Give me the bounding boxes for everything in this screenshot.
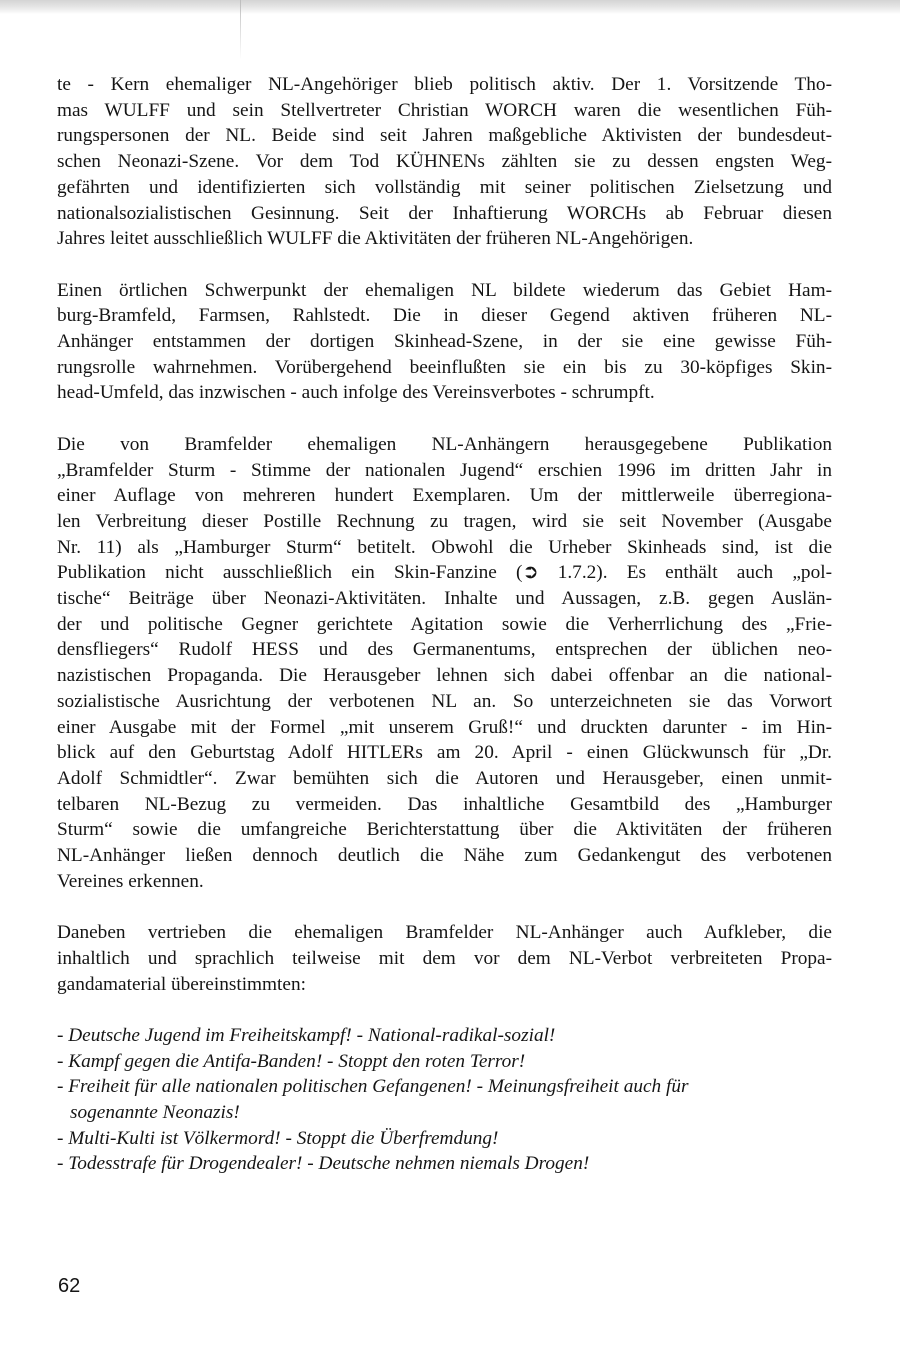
text-line: Daneben vertrieben die ehemaligen Bramfelder NL-Anhänger auch Aufkleber, die (57, 922, 832, 944)
text-line: sozialistische Ausrichtung der verbotenen NL an. So unterzeichneten sie das Vorwort (57, 690, 832, 712)
text-line: schen Neonazi-Szene. Vor dem Tod KÜHNENs zählten sie zu dessen engsten Weg- (57, 151, 832, 173)
text-line: Publikation nicht ausschließlich ein Skin-Fanzine (➲ 1.7.2). Es enthält auch „pol- (57, 562, 832, 584)
slogan-line: - Kampf gegen die Antifa-Banden! - Stoppt den roten Terror! (57, 1050, 526, 1072)
text-line: densfliegers“ Rudolf HESS und des Germanentums, entsprechen der üblichen neo- (57, 639, 832, 661)
slogan-item (57, 1049, 832, 1075)
text-line: einer Auflage von mehreren hundert Exemplaren. Um der mittlerweile überregiona- (57, 485, 832, 507)
text-line: „Bramfelder Sturm - Stimme der nationalen Jugend“ erschien 1996 im dritten Jahr in (57, 459, 832, 481)
text-line: mas WULFF und sein Stellvertreter Christian WORCH waren die wesentlichen Füh- (57, 99, 832, 121)
text-line: Nr. 11) als „Hamburger Sturm“ betitelt. Obwohl die Urheber Skinheads sind, ist die (57, 536, 832, 558)
text-line: einer Ausgabe mit der Formel „mit unserem Gruß!“ und druckten darunter - im Hin- (57, 716, 832, 738)
text-line: inhaltlich und sprachlich teilweise mit dem vor dem NL-Verbot verbreiteten Propa- (57, 947, 832, 969)
slogan-line: - Multi-Kulti ist Völkermord! - Stoppt die Überfremdung! (57, 1127, 499, 1149)
slogan-item (57, 1023, 832, 1049)
slogan-line: - Todesstrafe für Drogendealer! - Deutsche nehmen niemals Drogen! (57, 1153, 590, 1175)
scan-top-shadow (0, 0, 900, 14)
text-line: burg-Bramfeld, Farmsen, Rahlstedt. Die in dieser Gegend aktiven früheren NL- (57, 305, 832, 327)
text-line: NL-Anhänger ließen dennoch deutlich die Nähe zum Gedankengut des verbotenen (57, 845, 832, 867)
paragraph-bramfeld-focus (57, 278, 832, 407)
text-line: gandamaterial übereinstimmten: (57, 973, 306, 995)
text-line: tische“ Beiträge über Neonazi-Aktivitäten. Inhalte und Aussagen, z.B. gegen Auslän- (57, 588, 832, 610)
text-line: len Verbreitung dieser Postille Rechnung zu tragen, wird sie seit November (Ausgabe (57, 510, 832, 532)
text-line: rungsrolle wahrnehmen. Vorübergehend beeinflußten sie ein bis zu 30-köpfiges Skin- (57, 356, 832, 378)
text-line: der und politische Gegner gerichtete Agitation sowie die Verherrlichung des „Frie- (57, 613, 832, 635)
text-line: Adolf Schmidtler“. Zwar bemühten sich die Autoren und Herausgeber, einen unmit- (57, 767, 832, 789)
text-line: gefährten und identifizierten sich vollständig mit seiner politischen Zielsetzung und (57, 176, 832, 198)
text-line: Vereines erkennen. (57, 870, 204, 892)
text-line: te - Kern ehemaliger NL-Angehöriger blieb politisch aktiv. Der 1. Vorsitzende Tho- (57, 74, 832, 95)
text-line: head-Umfeld, das inzwischen - auch infolge des Vereinsverbotes - schrumpft. (57, 382, 655, 404)
scan-fold-line (240, 0, 241, 60)
page-number: 62 (58, 1275, 81, 1297)
document-page (57, 72, 832, 1177)
text-line: rungspersonen der NL. Beide sind seit Jahren maßgebliche Aktivisten der bundesdeut- (57, 125, 832, 147)
slogan-item (57, 1074, 832, 1125)
text-line: blick auf den Geburtstag Adolf HITLERs am 20. April - einen Glückwunsch für „Dr. (57, 742, 832, 764)
text-line: Anhänger entstammen der dortigen Skinhead-Szene, in der sie eine gewisse Füh- (57, 331, 832, 353)
text-line: Jahres leitet ausschließlich WULFF die Aktivitäten der früheren NL-Angehörigen. (57, 228, 694, 250)
slogan-line: - Deutsche Jugend im Freiheitskampf! - National-radikal-sozial! (57, 1024, 556, 1046)
slogan-item (57, 1126, 832, 1152)
text-line: Einen örtlichen Schwerpunkt der ehemaligen NL bildete wiederum das Gebiet Ham- (57, 279, 832, 301)
text-line: nationalsozialistischen Gesinnung. Seit der Inhaftierung WORCHs ab Februar diesen (57, 202, 832, 224)
slogan-line: sogenannte Neonazis! (70, 1102, 240, 1124)
text-line: nazistischen Propaganda. Die Herausgeber lehnen sich dabei offenbar an die national- (57, 665, 832, 687)
paragraph-publication (57, 432, 832, 895)
text-line: Sturm“ sowie die umfangreiche Berichterstattung über die Aktivitäten der früheren (57, 819, 832, 841)
slogan-line: - Freiheit für alle nationalen politischen Gefangenen! - Meinungsfreiheit auch für (57, 1076, 689, 1098)
paragraph-stickers (57, 920, 832, 997)
text-line: telbaren NL-Bezug zu vermeiden. Das inhaltliche Gesamtbild des „Hamburger (57, 793, 832, 815)
text-line: Die von Bramfelder ehemaligen NL-Anhängern herausgegebene Publikation (57, 433, 832, 455)
slogan-list (57, 1023, 832, 1177)
slogan-item (57, 1151, 832, 1177)
paragraph-nl-leadership (57, 72, 832, 252)
